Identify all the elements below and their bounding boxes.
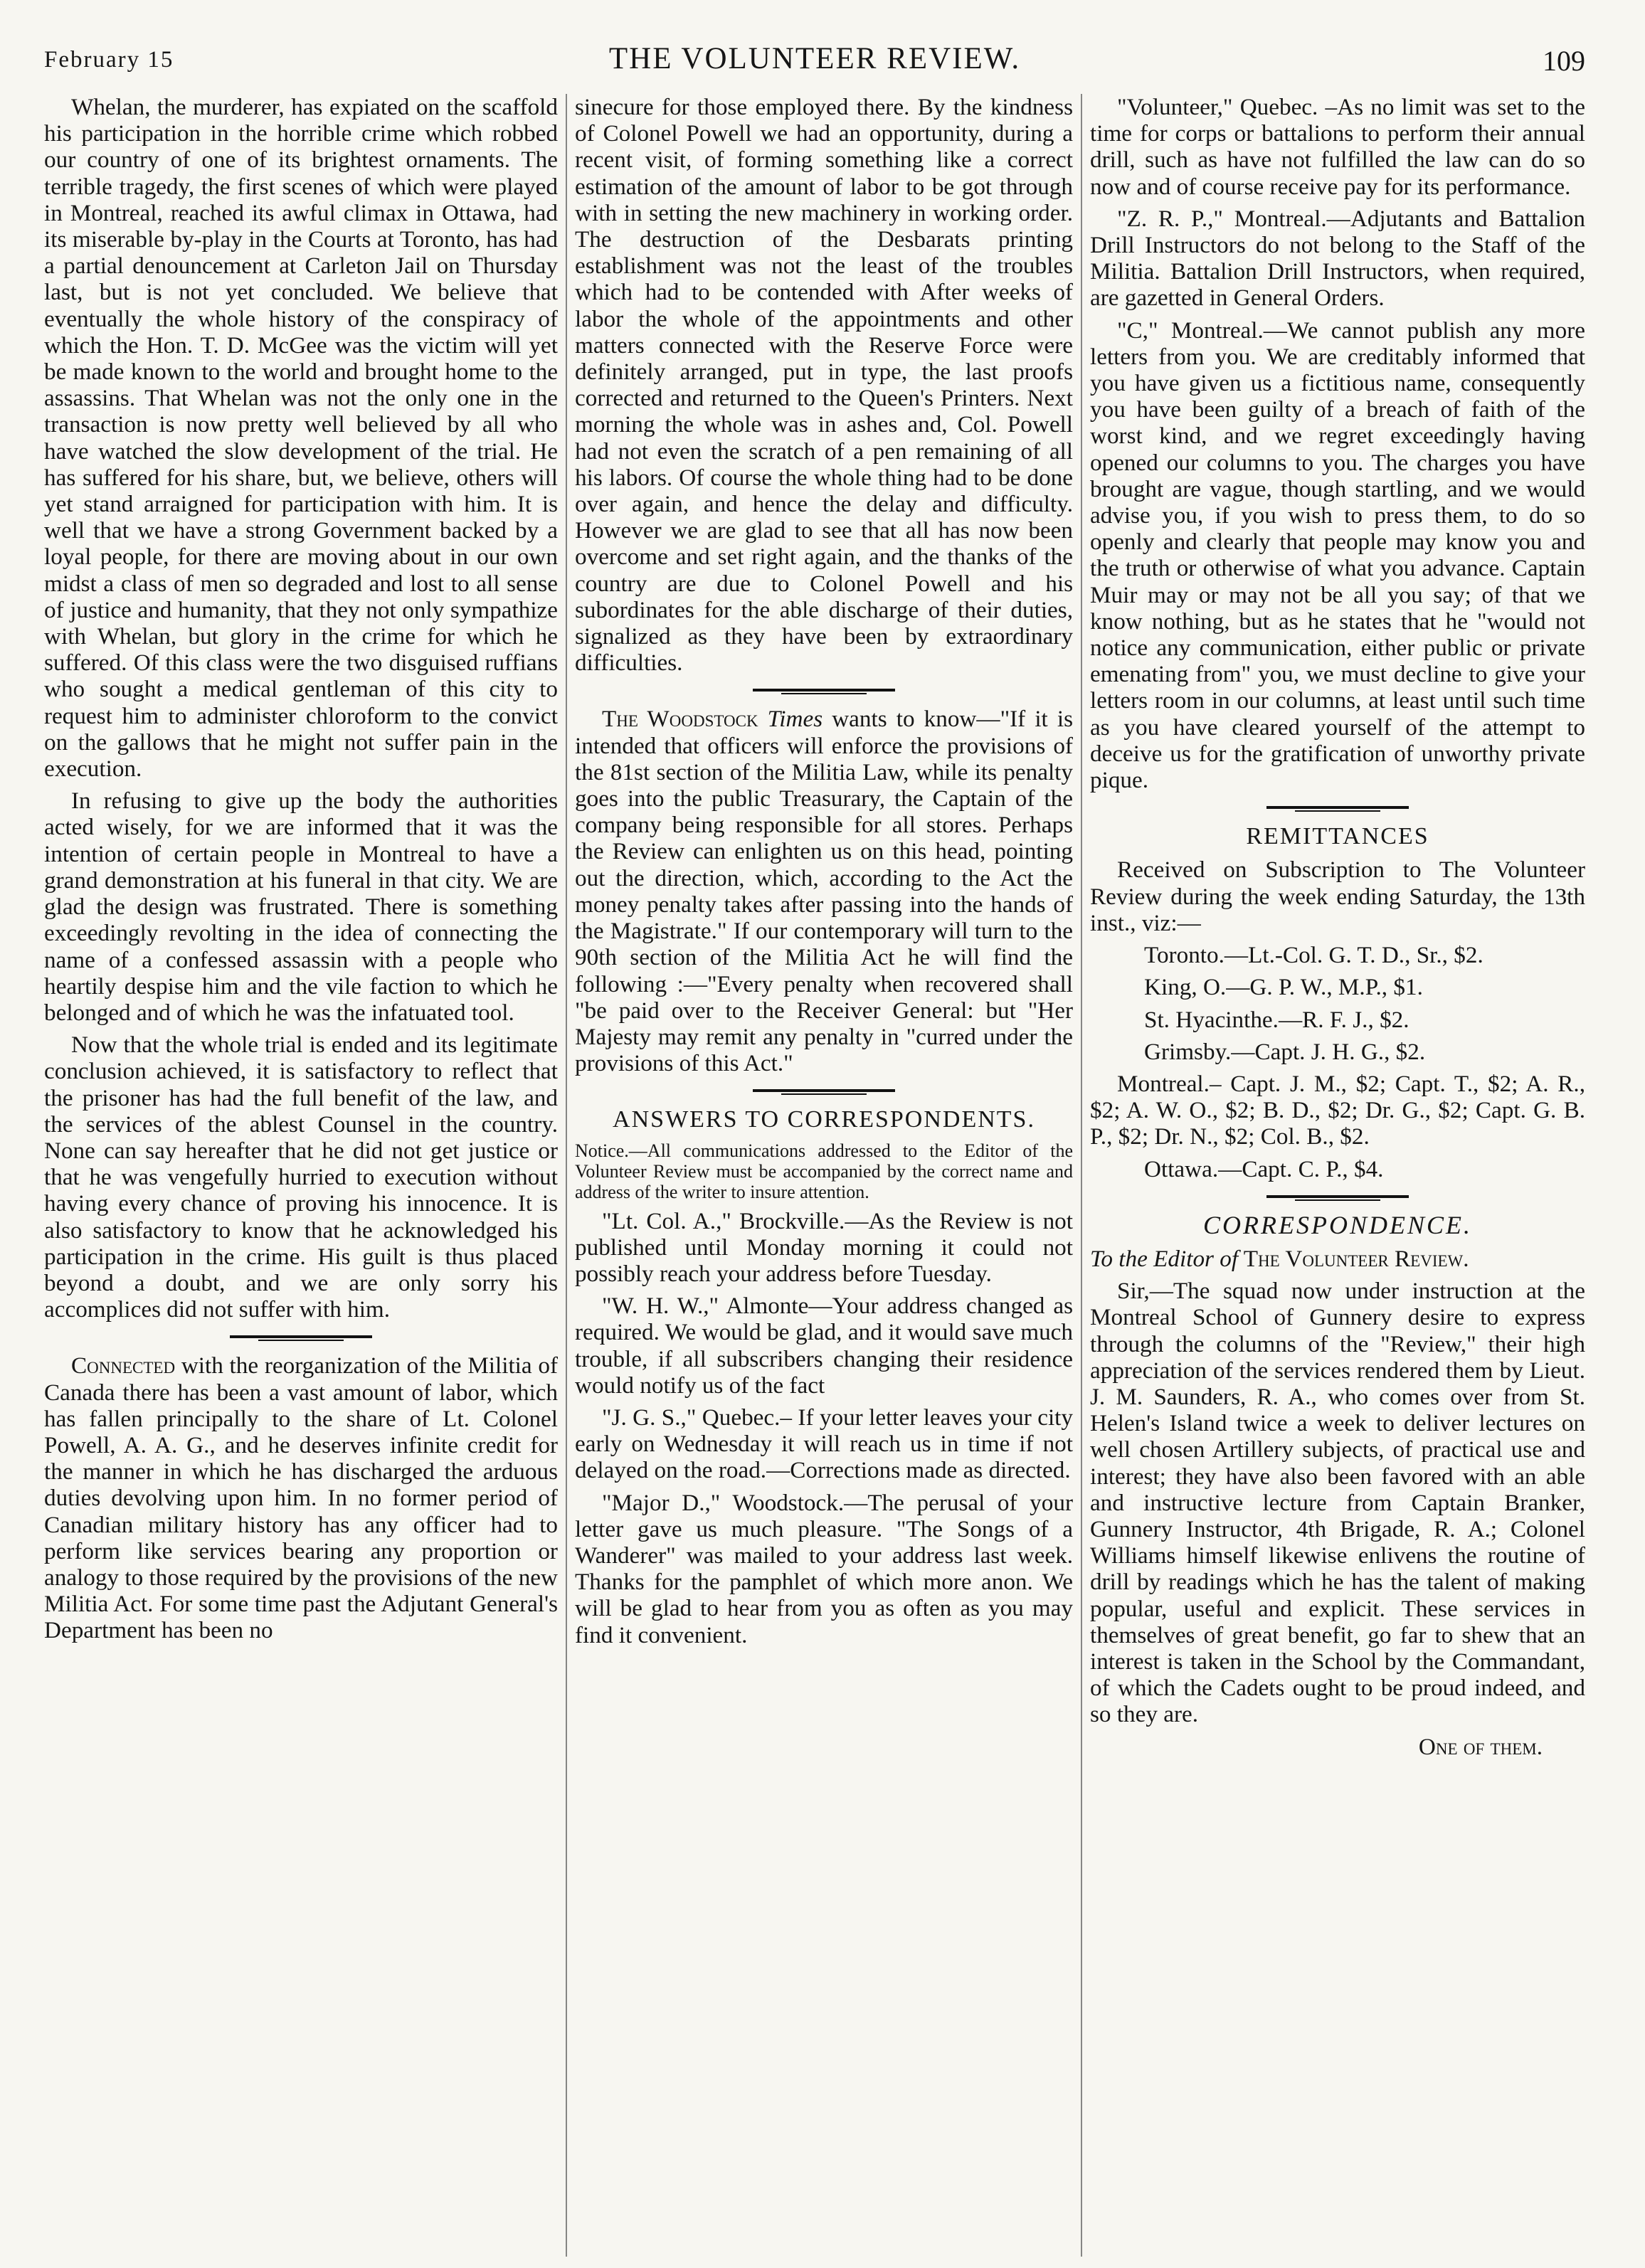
- answer-item: "Volunteer," Quebec. –As no limit was set to the time for corps or battalions to perform their annual drill, such as have not fulfilled the law can do so now and of course receive pay for its performance.: [1090, 94, 1585, 200]
- lead-word: Connected: [71, 1352, 176, 1379]
- newspaper-title: THE VOLUNTEER REVIEW.: [608, 42, 1021, 75]
- article-whelan-p2: In refusing to give up the body the authorities acted wisely, for we are informed that it was the intention of certain people in Montreal to have a grand demonstration at his funeral in that city. We are glad the design was frustrated. There is something exceedingly revolting in the idea of connecting the name of a confessed assassin with a people who heartily despise him and the vile faction to which he belonged and of which he was the infatuated tool.: [44, 788, 558, 1026]
- section-separator: [1266, 1192, 1409, 1201]
- answer-item: "Major D.," Woodstock.—The perusal of your letter gave us much pleasure. "The Songs of a Wanderer" was mailed to your address last week. Thanks for the pamphlet of which more anon. We will be glad to hear from you as often as you may find it convenient.: [575, 1489, 1073, 1648]
- page-number: 109: [1543, 45, 1585, 77]
- letter-signature: One of them.: [1418, 1733, 1543, 1760]
- article-powell-continued: sinecure for those employed there. By the kindness of Colonel Powell we had an opportunity, during a recent visit, of forming something like a correct estimation of the amount of labor to be got through with in setting the new machinery in working order. The destruction of the Desbarats printing establishment was not the least of the troubles which had to be contended with After weeks of labor the whole of the appointments and other matters connected with the Reserve Force were definitely arranged, put in type, the last proofs corrected and returned to the Queen's Printers. Next morning the whole was in ashes and, Col. Powell had not even the scratch of a pen remaining of all his labors. Of course the whole thing had to be done over again, and hence the delay and difficulty. However we are glad to see that all has now been overcome and set right again, and the thanks of the country are due to Colonel Powell and his subordinates for the able discharge of their duties, signalized as they have been by extraordinary difficulties.: [575, 94, 1073, 677]
- remittance-entry: Ottawa.—Capt. C. P., $4.: [1144, 1155, 1384, 1182]
- article-woodstock-text: wants to know—"If it is intended that officers will enforce the provisions of the 81st section of the Militia Law, while its penalty goes into the public Treasurary, the Captain of the company being responsible for all stores. Perhaps the Review can enlighten us on this head, pointing out the direction, which, according to the Act the money penalty takes after passing into the hands of the Magistrate." If our contemporary will turn to the 90th section of the Militia Act he will find the following :—"Every penalty when recovered shall "be paid over to the Receiver General: but "Her Majesty may remit any penalty in "curred under the provisions of this Act.": [575, 706, 1073, 1077]
- remittance-entry: Toronto.—Lt.-Col. G. T. D., Sr., $2.: [1144, 942, 1483, 969]
- issue-date: February 15: [44, 47, 174, 73]
- column-1: [44, 94, 558, 2250]
- notice: Notice.—All communications addressed to the Editor of the Volunteer Review must be accompanied by the correct name and address of the writer to insure attention.: [575, 1140, 1073, 1202]
- answer-item: "W. H. W.," Almonte—Your address changed as required. We would be glad, and it would save much trouble, if all subscribers changing their residence would notify us of the fact: [575, 1293, 1073, 1399]
- answer-item: "Z. R. P.," Montreal.—Adjutants and Battalion Drill Instructors do not belong to the Staff of the Militia. Battalion Drill Instructors, when required, are gazetted in General Orders.: [1090, 205, 1585, 312]
- lead-word: The Woodstock: [602, 706, 758, 733]
- letter-salutation-line: [1090, 1246, 1585, 1272]
- section-separator: [230, 1332, 372, 1341]
- newspaper-name: Times: [767, 706, 823, 733]
- remittance-entry: St. Hyacinthe.—R. F. J., $2.: [1144, 1006, 1409, 1033]
- remittances-heading: REMITTANCES: [1246, 823, 1429, 850]
- remittance-entry: Montreal.– Capt. J. M., $2; Capt. T., $2; A. R., $2; A. W. O., $2; B. D., $2; Dr. G., $2; Capt. G. B. P., $2; Dr. N., $2; Col. B., $2.: [1090, 1070, 1585, 1150]
- to-editor-rest: The Volunteer Review.: [1238, 1245, 1469, 1272]
- article-whelan-p3: Now that the whole trial is ended and its legitimate conclusion achieved, it is satisfactory to reflect that the prisoner has had the full benefit of the law, and the services of the ablest Counsel in the country. None can say hereafter that he did not get justice or that he was vengefully hurried to execution without having every chance of proving his innocence. It is also satisfactory to know that he acknowledged his participation in the crime. His guilt is thus placed beyond a doubt, and we are only sorry his accomplices did not suffer with him.: [44, 1032, 558, 1323]
- page-header: [44, 41, 1585, 85]
- section-separator: [753, 686, 895, 694]
- section-separator: [1266, 803, 1409, 812]
- answer-item: "C," Montreal.—We cannot publish any more letters from you. We are creditably informed that you have given us a fictitious name, consequently you have been guilty of a breach of faith of the worst kind, and we regret exceedingly having opened our columns to you. The charges you have brought are vague, though startling, and we would advise you, if you wish to press them, to do so openly and clearly that people may know you and the truth or otherwise of what you advance. Captain Muir may or may not be all you say; of that we know nothing, but as he states that he "would not notice any communication, either public or private emenating from" you, we must decline to give your letters room in our columns, at least until such time as you have cleared yourself of the attempt to deceive us for the gratification of unworthy private pique.: [1090, 317, 1585, 794]
- article-powell-p1: [44, 1352, 558, 1643]
- answer-item: "J. G. S.," Quebec.– If your letter leaves your city early on Wednesday it will reach us in time if not delayed on the road.—Corrections made as directed.: [575, 1404, 1073, 1484]
- article-powell-text: with the reorganization of the Militia of Canada there has been a vast amount of labor, which has fallen principally to the share of Lt. Colonel Powell, A. A. G., and he deserves infinite credit for the manner in which he has discharged the arduous duties devolving upon him. In no former period of Canadian military history has any officer had to perform like services bearing any proportion or analogy to those required by the provisions of the new Militia Act. For some time past the Adjutant General's Department has been no: [44, 1352, 558, 1644]
- letter-body: Sir,—The squad now under instruction at the Montreal School of Gunnery desire to express through the columns of the "Review," their high appreciation of the services rendered them by Lieut. J. M. Saunders, R. A., who comes over from St. Helen's Island twice a week to deliver lectures on well chosen Artillery subjects, of practical use and interest; they have also been favored with an able and instructive lecture from Captain Branker, Gunnery Instructor, 4th Brigade, R. A.; Colonel Williams himself likewise enlivens the routine of drill by readings which he has the talent of making popular, useful and explicit. These services in themselves of great benefit, go far to shew that an interest is taken in the School by the Commandant, of which the Cadets ought to be proud indeed, and so they are.: [1090, 1278, 1585, 1728]
- section-separator: [753, 1086, 895, 1095]
- column-2: [575, 94, 1073, 2250]
- correspondence-heading: CORRESPONDENCE.: [1203, 1210, 1472, 1239]
- answer-item: "Lt. Col. A.," Brockville.—As the Review is not published until Monday morning it could not possibly reach your address before Tuesday.: [575, 1207, 1073, 1287]
- answers-heading: ANSWERS TO CORRESPONDENTS.: [613, 1106, 1035, 1133]
- article-woodstock-times: [575, 706, 1073, 1076]
- remittances-intro: Received on Subscription to The Volunteer Review during the week ending Saturday, the 13th inst., viz:—: [1090, 857, 1585, 936]
- remittance-entry: Grimsby.—Capt. J. H. G., $2.: [1144, 1038, 1426, 1065]
- column-divider: [566, 94, 567, 2257]
- column-divider: [1081, 94, 1082, 2257]
- article-whelan-p1: Whelan, the murderer, has expiated on the scaffold his participation in the horrible crime which robbed our country of one of its brightest ornaments. The terrible tragedy, the first scenes of which were played in Montreal, reached its awful climax in Ottawa, had its miserable by-play in the Courts at Toronto, has had a partial denouncement at Carleton Jail on Thursday last, but is not yet concluded. We believe that eventually the whole history of the conspiracy of which the Hon. T. D. McGee was the victim will yet be made known to the world and brought home to the assassins. That Whelan was not the only one in the transaction is now pretty well believed by all who have watched the slow development of the trial. He has suffered for his share, but, we believe, others will yet stand arraigned for participation with him. It is well that we have a strong Government backed by a loyal people, for there are moving about in our own midst a class of men so degraded and lost to all sense of justice and humanity, that they not only sympathize with Whelan, but glory in the crime for which he suffered. Of this class were the two disguised ruffians who sought a medical gentleman of this city to request him to administer chloroform to the convict on the gallows that he might not suffer pain in the execution.: [44, 94, 558, 783]
- to-editor-italic: To the Editor of: [1090, 1245, 1239, 1272]
- remittance-entry: King, O.—G. P. W., M.P., $1.: [1144, 974, 1423, 1001]
- column-3: [1090, 94, 1585, 2250]
